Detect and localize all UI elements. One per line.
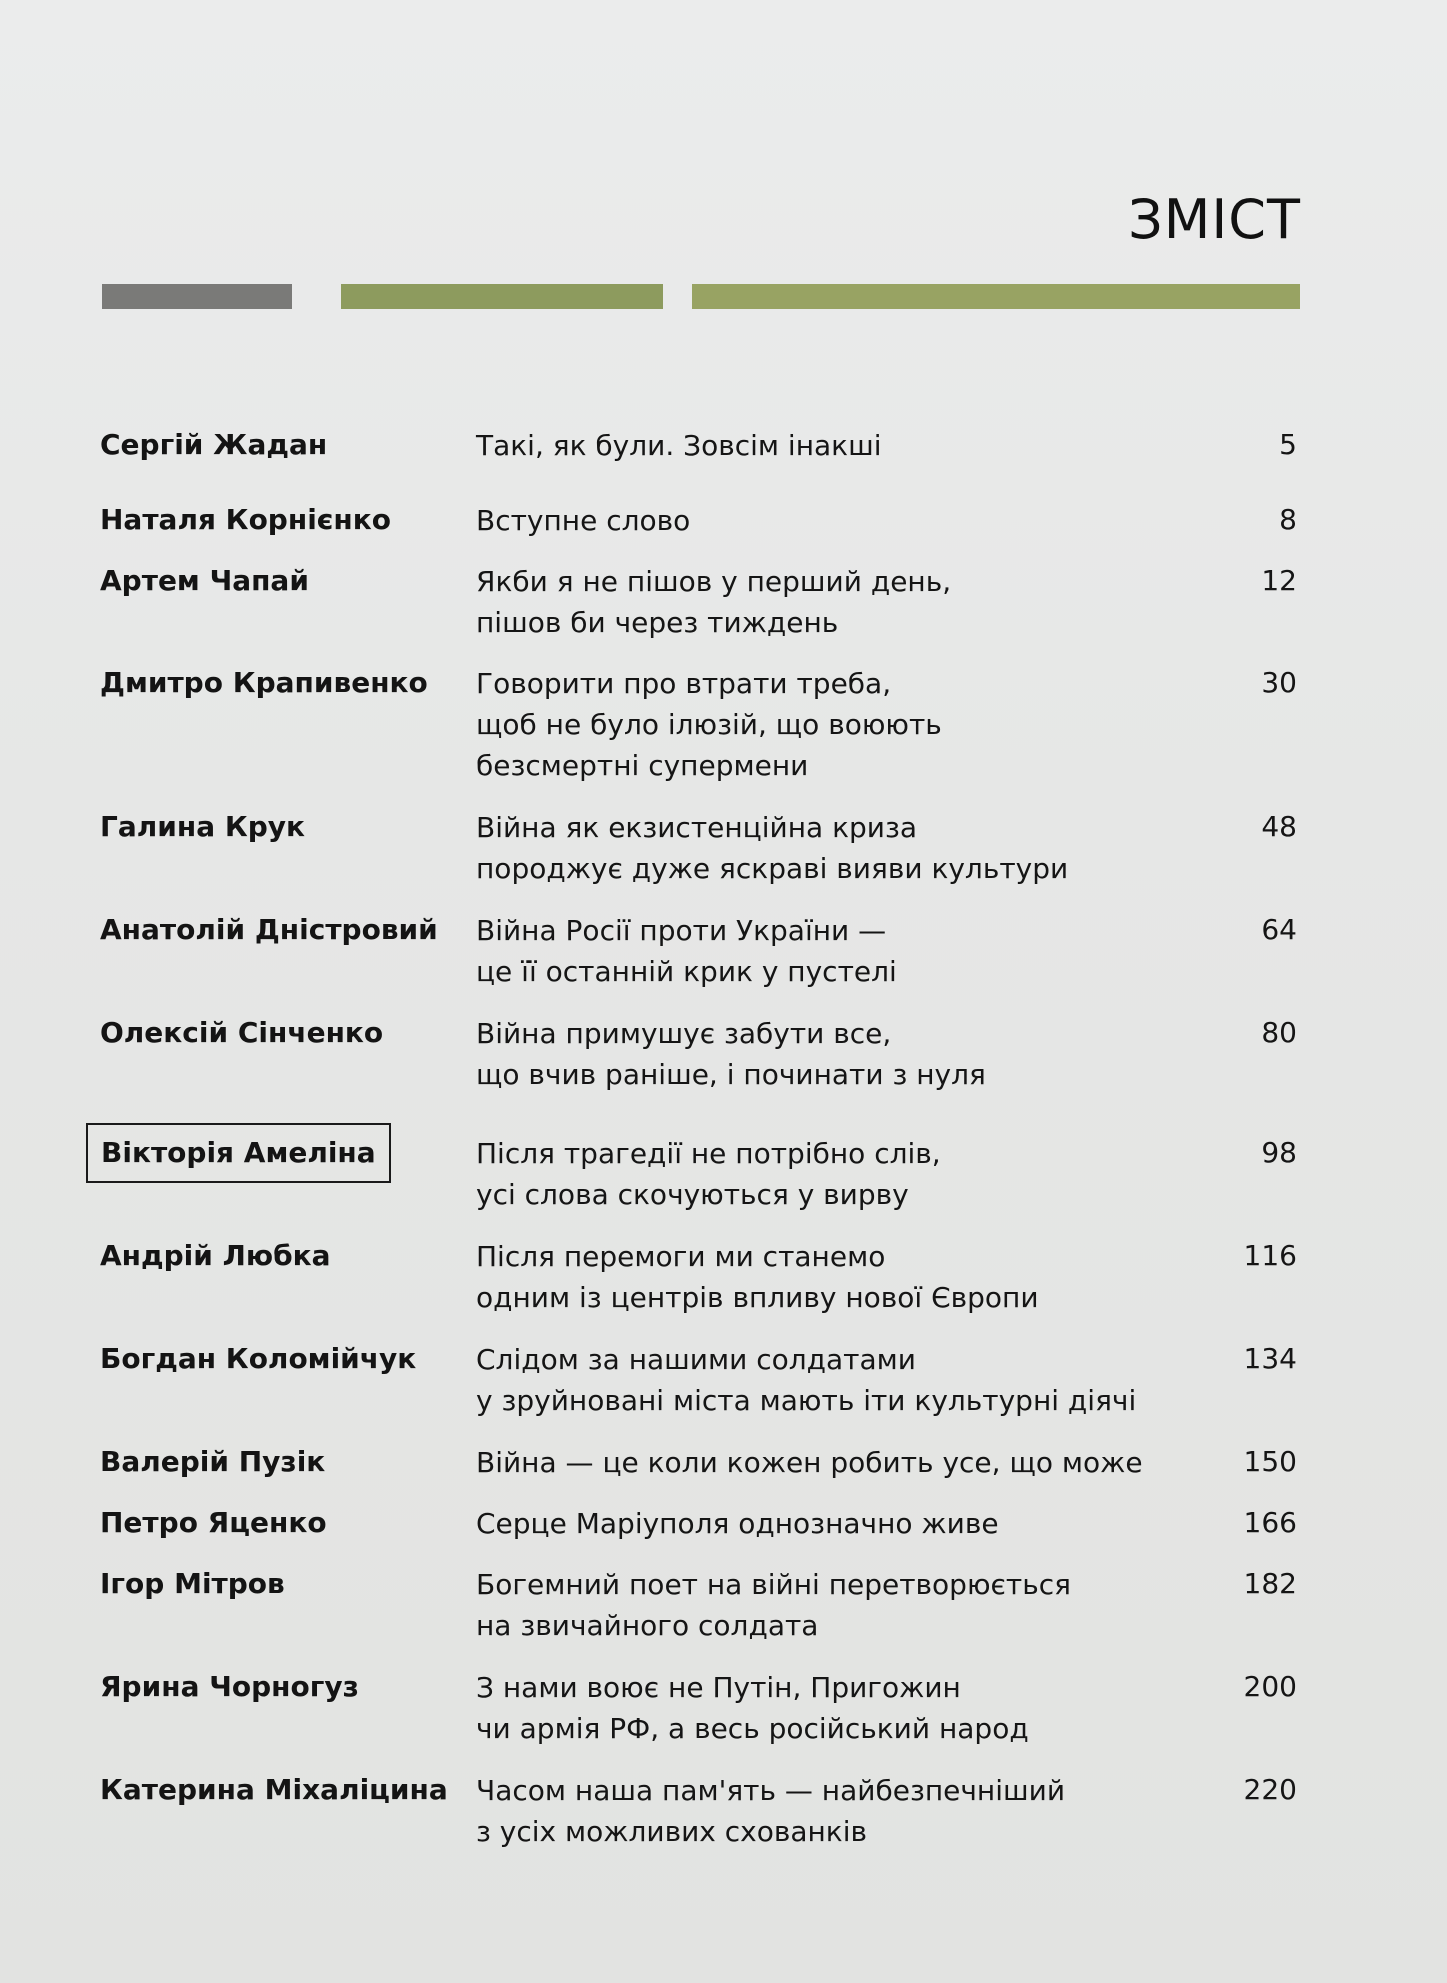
entry-title-line: Війна як екзистенційна криза [476,811,917,844]
entry-page-number: 12 [1261,564,1297,597]
entry-page-number: 30 [1261,666,1297,699]
entry-title [476,561,1196,643]
entry-title-line: породжує дуже яскраві вияви культури [476,852,1069,885]
entry-page-number: 98 [1261,1136,1297,1169]
entry-title-line: Часом наша пам'ять — найбезпечніший [476,1774,1066,1807]
entry-title-line: Війна — це коли кожен робить усе, що може [476,1446,1143,1479]
entry-title-line: чи армія РФ, а весь російський народ [476,1712,1029,1745]
entry-title-line: Вступне слово [476,504,691,537]
entry-title [476,1667,1196,1749]
entry-page-number: 200 [1243,1670,1297,1703]
entry-page-number: 220 [1243,1773,1297,1806]
entry-page-number: 64 [1261,913,1297,946]
entry-title-line: Війна примушує забути все, [476,1017,892,1050]
entry-page-number: 8 [1279,503,1297,536]
entry-title-line: Війна Росії проти України — [476,914,887,947]
page-title: ЗМІСТ [1128,188,1301,251]
entry-author: Артем Чапай [100,564,309,597]
entry-title [476,663,1196,786]
entry-title [476,1564,1196,1646]
entry-author: Анатолій Дністровий [100,913,438,946]
entry-title-line: це її останній крик у пустелі [476,955,897,988]
entry-page-number: 48 [1261,810,1297,843]
entry-title-line: що вчив раніше, і починати з нуля [476,1058,986,1091]
decorative-bars [102,284,1300,309]
entry-title-line: Після трагедії не потрібно слів, [476,1137,941,1170]
entry-title-line: усі слова скочуються у вирву [476,1178,909,1211]
entry-title-line: Серце Маріуполя однозначно живе [476,1507,999,1540]
entry-page-number: 166 [1243,1506,1297,1539]
entry-page-number: 80 [1261,1016,1297,1049]
entry-page-number: 182 [1243,1567,1297,1600]
entry-author: Петро Яценко [100,1506,327,1539]
entry-title [476,1442,1196,1483]
entry-title-line: одним із центрів впливу нової Європи [476,1281,1039,1314]
entry-title-line: Богемний поет на війні перетворюється [476,1568,1071,1601]
entry-title [476,1013,1196,1095]
entry-page-number: 150 [1243,1445,1297,1478]
entry-author: Дмитро Крапивенко [100,666,428,699]
entry-author: Богдан Коломійчук [100,1342,417,1375]
entry-author-boxed: Вікторія Амеліна [86,1123,391,1183]
gray-bar [102,284,292,309]
entry-author: Олексій Сінченко [100,1016,384,1049]
green-bar-right [692,284,1300,309]
entry-page-number: 5 [1279,428,1297,461]
entry-title-line: у зруйновані міста мають іти культурні діячі [476,1384,1137,1417]
entry-page-number: 134 [1243,1342,1297,1375]
entry-title-line: на звичайного солдата [476,1609,819,1642]
entry-title-line: щоб не було ілюзій, що воюють [476,708,942,741]
entry-title [476,910,1196,992]
entry-author: Сергій Жадан [100,428,328,461]
entry-title-line: Такі, як були. Зовсім інакші [476,429,882,462]
entry-author: Катерина Міхаліцина [100,1773,448,1806]
entry-title-line: Після перемоги ми станемо [476,1240,886,1273]
entry-title [476,500,1196,541]
entry-title-line: безсмертні супермени [476,749,809,782]
entry-title [476,1503,1196,1544]
entry-title-line: Говорити про втрати треба, [476,667,892,700]
entry-title [476,1770,1196,1852]
green-bar-middle [341,284,663,309]
entry-title-line: пішов би через тиждень [476,606,839,639]
entry-author: Валерій Пузік [100,1445,326,1478]
entry-title [476,425,1196,466]
entry-title [476,1339,1196,1421]
entry-author: Наталя Корнієнко [100,503,391,536]
entry-author: Андрій Любка [100,1239,331,1272]
entry-title-line: з усіх можливих схованків [476,1815,868,1848]
entry-title-line: З нами воює не Путін, Пригожин [476,1671,961,1704]
entry-title [476,807,1196,889]
entry-title-line: Слідом за нашими солдатами [476,1343,916,1376]
entry-title [476,1236,1196,1318]
entry-page-number: 116 [1243,1239,1297,1272]
entry-title [476,1133,1196,1215]
entry-author: Галина Крук [100,810,306,843]
entry-title-line: Якби я не пішов у перший день, [476,565,952,598]
entry-author: Ярина Чорногуз [100,1670,359,1703]
entry-author: Ігор Мітров [100,1567,285,1600]
